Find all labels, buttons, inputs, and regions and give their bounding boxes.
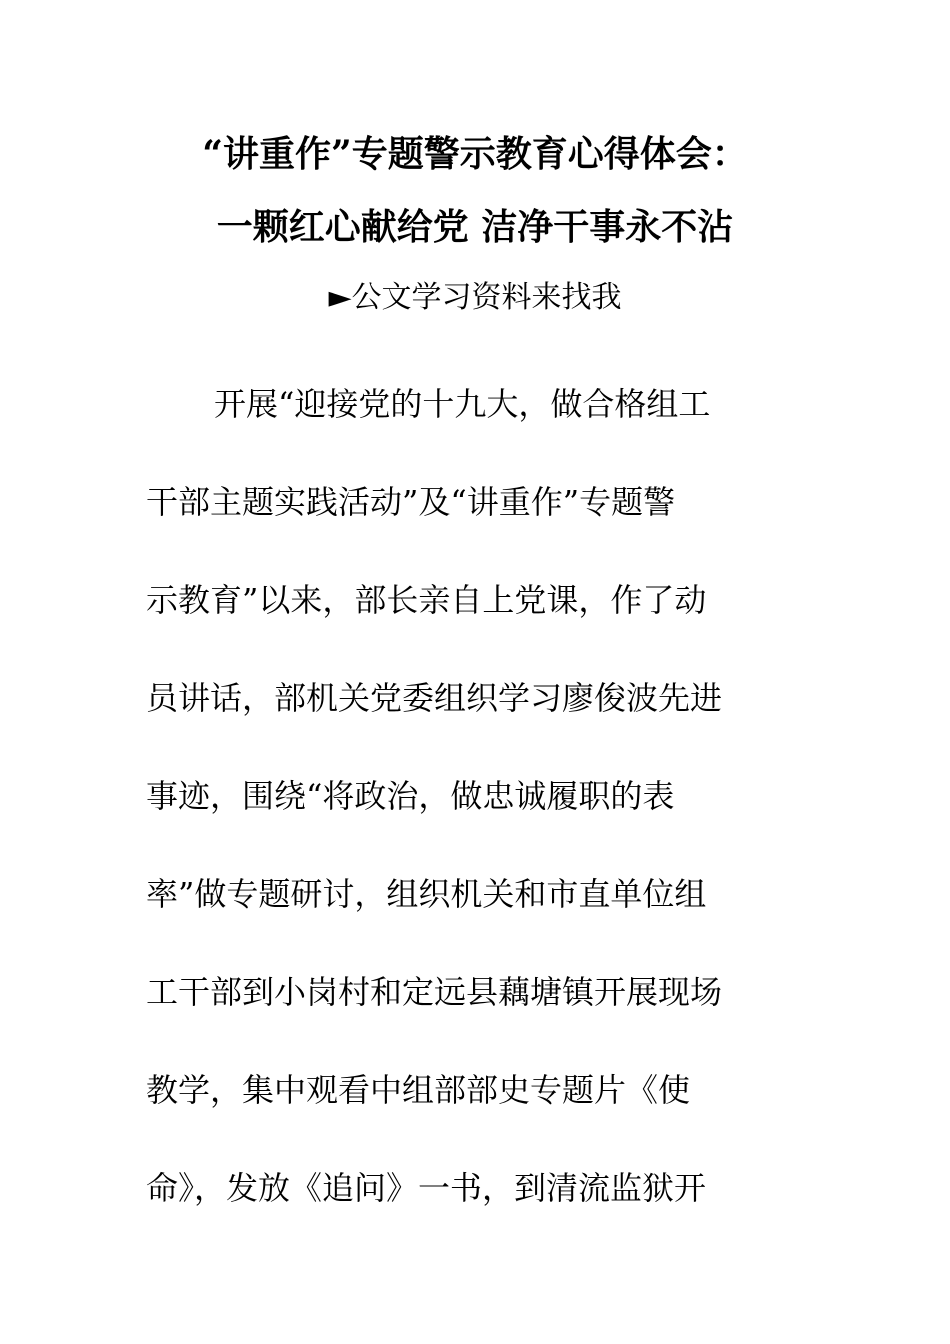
body-line-7: 工干部到小岗村和定远县藕塘镇开展现场 bbox=[146, 973, 723, 1011]
document-title-line-2: 一颗红心献给党 洁净干事永不沾 bbox=[216, 206, 734, 248]
body-line-8: 教学，集中观看中组部部史专题片《使 bbox=[146, 1071, 691, 1109]
body-line-5: 事迹，围绕“将政治，做忠诚履职的表 bbox=[146, 777, 675, 815]
body-line-9: 命》，发放《追问》一书，到清流监狱开 bbox=[146, 1169, 707, 1207]
body-line-1: 开展“迎接党的十九大，做合格组工 bbox=[214, 385, 711, 423]
body-line-4: 员讲话，部机关党委组织学习廖俊波先进 bbox=[146, 679, 723, 717]
body-line-2: 干部主题实践活动”及“讲重作”专题警 bbox=[146, 483, 676, 521]
body-line-6: 率”做专题研讨，组织机关和市直单位组 bbox=[146, 875, 707, 913]
document-title-line-1: “讲重作”专题警示教育心得体会： bbox=[202, 133, 748, 175]
body-line-3: 示教育”以来，部长亲自上党课，作了动 bbox=[146, 581, 707, 619]
document-subtitle: ►公文学习资料来找我 bbox=[328, 280, 622, 315]
